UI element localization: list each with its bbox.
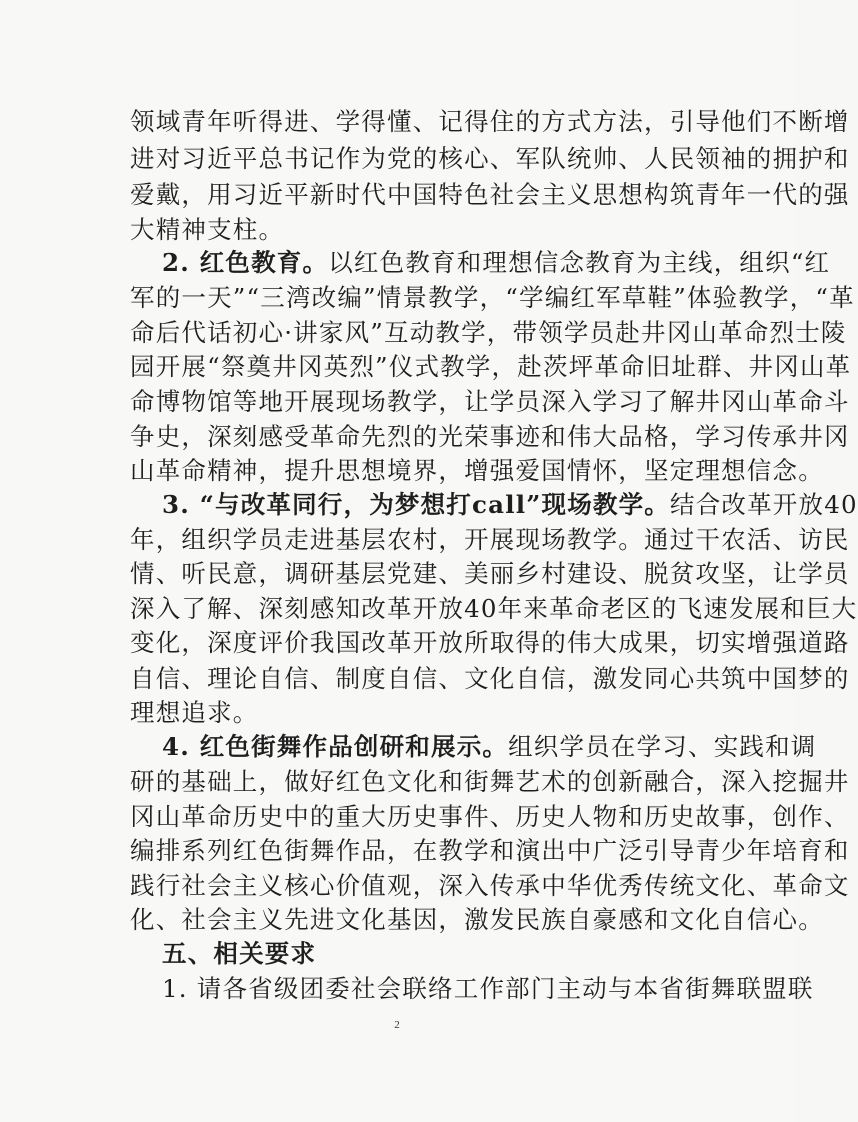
text-line xyxy=(130,421,850,453)
text-line xyxy=(130,835,850,867)
text-line xyxy=(130,282,855,314)
text-segment: 以红色教育和理想信念教育为主线，组织“红 xyxy=(328,248,831,277)
text-line xyxy=(130,593,858,625)
text-line xyxy=(162,938,794,970)
text-segment: 组织学员在学习、实践和调 xyxy=(508,732,817,761)
text-line xyxy=(130,558,850,590)
text-segment: 情、听民意，调研基层党建、美丽乡村建设、脱贫攻坚，让学员 xyxy=(130,559,850,588)
text-line xyxy=(162,731,817,763)
text-line xyxy=(130,870,850,902)
text-segment: 进对习近平总书记作为党的核心、军队统帅、人民领袖的拥护和 xyxy=(130,144,850,173)
text-segment: 爱戴，用习近平新时代中国特色社会主义思想构筑青年一代的强 xyxy=(130,180,850,209)
text-segment: 编排系列红色街舞作品，在教学和演出中广泛引导青少年培育和 xyxy=(130,836,850,865)
text-line xyxy=(130,214,794,246)
text-segment: 命后代话初心·讲家风”互动教学，带领学员赴井冈山革命烈士陵 xyxy=(130,318,847,347)
text-segment: 领域青年听得进、学得懂、记得住的方式方法，引导他们不断增 xyxy=(130,107,850,136)
text-segment: 化、社会主义先进文化基因，激发民族自豪感和文化自信心。 xyxy=(130,905,824,934)
bold-text: 五、相关要求 xyxy=(162,939,317,968)
page-number: 2 xyxy=(394,1019,400,1031)
text-segment: 深入了解、深刻感知改革开放40年来革命老区的飞速发展和巨大 xyxy=(130,594,858,623)
text-line xyxy=(130,455,824,487)
bold-text: 4. 红色街舞作品创研和展示。 xyxy=(162,732,509,761)
text-line xyxy=(130,904,824,936)
text-line xyxy=(130,143,850,175)
text-line xyxy=(130,351,852,383)
bold-text: 2. 红色教育。 xyxy=(162,248,329,277)
text-line xyxy=(162,489,858,521)
text-segment: 争史，深刻感受革命先烈的光荣事迹和伟大品格，学习传承井冈 xyxy=(130,422,850,451)
text-line xyxy=(130,697,794,729)
text-segment: 结合改革开放40 xyxy=(670,490,858,519)
text-segment: 自信、理论自信、制度自信、文化自信，激发同心共筑中国梦的 xyxy=(130,664,850,693)
text-segment: 1. 请各省级团委社会联络工作部门主动与本省街舞联盟联 xyxy=(162,974,814,1003)
text-line xyxy=(130,179,850,211)
text-line xyxy=(162,247,831,279)
text-segment: 年，组织学员走进基层农村，开展现场教学。通过干农活、访民 xyxy=(130,525,850,554)
text-segment: 冈山革命历史中的重大历史事件、历史人物和历史故事，创作、 xyxy=(130,802,850,831)
text-segment: 园开展“祭奠井冈英烈”仪式教学，赴茨坪革命旧址群、井冈山革 xyxy=(130,352,852,381)
text-segment: 军的一天”“三湾改编”情景教学，“学编红军草鞋”体验教学，“革 xyxy=(130,283,855,312)
text-line xyxy=(130,663,850,695)
text-line xyxy=(130,627,850,659)
text-segment: 变化，深度评价我国改革开放所取得的伟大成果，切实增强道路 xyxy=(130,628,850,657)
text-segment: 大精神支柱。 xyxy=(130,215,285,244)
text-line xyxy=(130,766,850,798)
text-segment: 践行社会主义核心价值观，深入传承中华优秀传统文化、革命文 xyxy=(130,871,850,900)
text-line xyxy=(130,317,847,349)
text-segment: 命博物馆等地开展现场教学，让学员深入学习了解井冈山革命斗 xyxy=(130,387,850,416)
text-segment: 研的基础上，做好红色文化和街舞艺术的创新融合，深入挖掘井 xyxy=(130,767,850,796)
text-segment: 理想追求。 xyxy=(130,698,259,727)
text-segment: 山革命精神，提升思想境界，增强爱国情怀，坚定理想信念。 xyxy=(130,456,824,485)
text-line xyxy=(162,973,814,1005)
bold-text: 3. “与改革同行，为梦想打call”现场教学。 xyxy=(162,490,670,519)
text-line xyxy=(130,106,850,138)
text-line xyxy=(130,524,850,556)
text-line xyxy=(130,801,850,833)
text-line xyxy=(130,386,850,418)
